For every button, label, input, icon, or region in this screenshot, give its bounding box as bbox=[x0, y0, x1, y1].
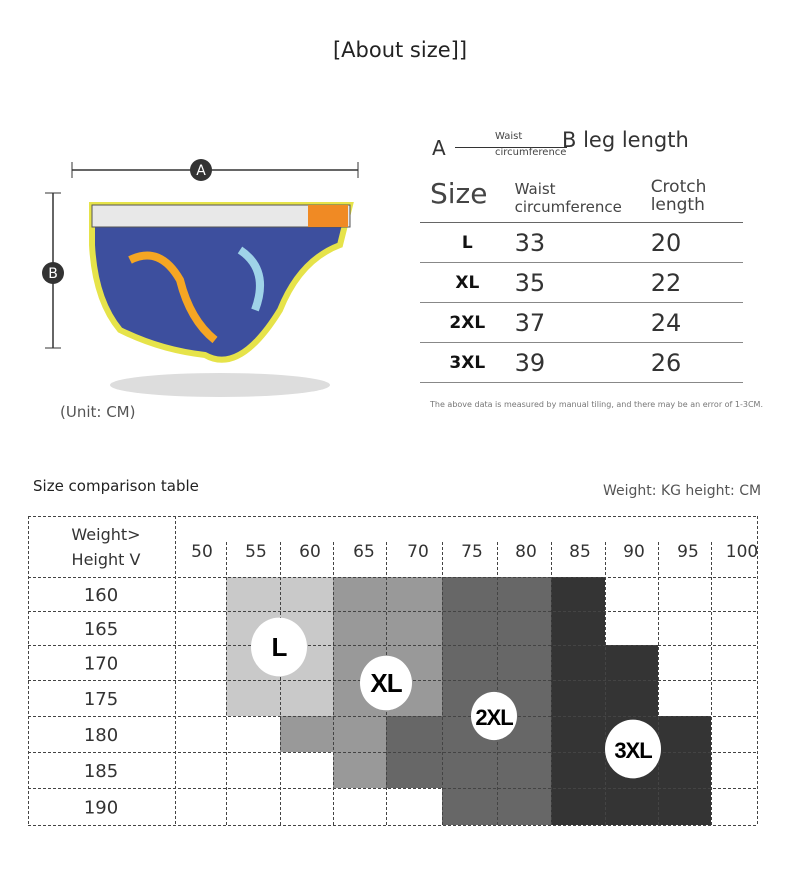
grid-cell-3XL bbox=[551, 577, 605, 611]
marker-a-label: A bbox=[196, 163, 206, 179]
size-cell-size: L bbox=[420, 223, 515, 263]
grid-cell-L bbox=[280, 680, 333, 716]
size-cell-crotch: 24 bbox=[651, 303, 743, 343]
height-label: 175 bbox=[83, 689, 119, 710]
grid-cell-L bbox=[226, 680, 280, 716]
grid-cell-XL bbox=[333, 752, 386, 788]
grid-cell-2XL bbox=[497, 645, 551, 680]
marker-b-label: B bbox=[48, 266, 58, 282]
size-cell-waist: 37 bbox=[515, 303, 651, 343]
size-cell-size: XL bbox=[420, 263, 515, 303]
size-cell-crotch: 20 bbox=[651, 223, 743, 263]
legend-a-desc: Waist bbox=[495, 131, 523, 142]
grid-cell-3XL bbox=[551, 788, 605, 825]
grid-cell-2XL bbox=[386, 716, 442, 752]
header-crotch: Crotch length bbox=[651, 165, 743, 223]
grid-cell-L bbox=[280, 577, 333, 611]
page-title: [About size]] bbox=[332, 38, 468, 62]
grid-cell-3XL bbox=[551, 752, 605, 788]
grid-cell-XL bbox=[333, 577, 386, 611]
size-cell-waist: 33 bbox=[515, 223, 651, 263]
weight-label: 100 bbox=[725, 542, 759, 562]
legend-b: B leg length bbox=[562, 128, 689, 152]
legend-a-desc: circumference bbox=[495, 147, 567, 158]
corner-label-height: Height V bbox=[71, 550, 141, 569]
comparison-title: Size comparison table bbox=[33, 477, 199, 495]
size-badge-label: XL bbox=[370, 668, 402, 698]
unit-label: (Unit: CM) bbox=[60, 403, 136, 421]
grid-cell-3XL bbox=[658, 716, 711, 752]
measurement-note: The above data is measured by manual tiling, and there may be an error of 1-3CM. bbox=[430, 400, 763, 409]
header-waist: Waist circumference bbox=[515, 165, 651, 223]
grid-cell-3XL bbox=[605, 680, 658, 716]
grid-cell-L bbox=[226, 577, 280, 611]
height-label: 190 bbox=[83, 797, 119, 819]
grid-cell-2XL bbox=[497, 752, 551, 788]
grid-cell-XL bbox=[386, 611, 442, 645]
grid-cell-XL bbox=[280, 716, 333, 752]
grid-cell-3XL bbox=[551, 716, 605, 752]
weight-label: 60 bbox=[299, 542, 321, 562]
corner-label-weight: Weight> bbox=[71, 525, 141, 544]
grid-cell-XL bbox=[333, 716, 386, 752]
height-label: 185 bbox=[83, 761, 119, 782]
weight-label: 80 bbox=[515, 542, 537, 562]
grid-cell-3XL bbox=[605, 788, 658, 825]
weight-label: 95 bbox=[677, 542, 699, 562]
grid-cell-3XL bbox=[605, 645, 658, 680]
grid-cell-2XL bbox=[497, 577, 551, 611]
size-table bbox=[420, 165, 743, 383]
size-comparison-grid bbox=[28, 516, 760, 828]
grid-cell-XL bbox=[386, 577, 442, 611]
grid-cell-2XL bbox=[442, 752, 497, 788]
grid-cell-2XL bbox=[442, 577, 497, 611]
grid-cell-3XL bbox=[658, 788, 711, 825]
size-row bbox=[420, 303, 743, 343]
weight-label: 85 bbox=[569, 542, 591, 562]
comparison-units: Weight: KG height: CM bbox=[603, 483, 762, 499]
weight-label: 65 bbox=[353, 542, 375, 562]
size-cell-waist: 35 bbox=[515, 263, 651, 303]
weight-label: 70 bbox=[407, 542, 429, 562]
size-cell-waist: 39 bbox=[515, 343, 651, 383]
grid-cell-2XL bbox=[386, 752, 442, 788]
height-label: 160 bbox=[83, 585, 119, 606]
grid-cell-2XL bbox=[442, 645, 497, 680]
height-label: 165 bbox=[83, 619, 119, 640]
grid-cell-2XL bbox=[497, 611, 551, 645]
weight-label: 50 bbox=[191, 542, 213, 562]
grid-cell-3XL bbox=[551, 611, 605, 645]
grid-cell-XL bbox=[333, 611, 386, 645]
product-diagram bbox=[40, 150, 360, 410]
height-label: 180 bbox=[83, 725, 119, 746]
size-row bbox=[420, 263, 743, 303]
grid-cell-2XL bbox=[442, 788, 497, 825]
grid-cell-3XL bbox=[658, 752, 711, 788]
grid-cell-2XL bbox=[497, 788, 551, 825]
weight-label: 55 bbox=[245, 542, 267, 562]
grid-cell-3XL bbox=[551, 645, 605, 680]
size-badge-label: 3XL bbox=[614, 738, 652, 763]
weight-label: 75 bbox=[461, 542, 483, 562]
header-size: Size bbox=[420, 165, 515, 223]
size-cell-size: 2XL bbox=[420, 303, 515, 343]
size-row bbox=[420, 223, 743, 263]
weight-label: 90 bbox=[623, 542, 645, 562]
grid-cell-3XL bbox=[551, 680, 605, 716]
grid-cell-2XL bbox=[442, 611, 497, 645]
size-badge-label: L bbox=[271, 632, 287, 662]
size-cell-crotch: 26 bbox=[651, 343, 743, 383]
size-row bbox=[420, 343, 743, 383]
size-cell-crotch: 22 bbox=[651, 263, 743, 303]
size-cell-size: 3XL bbox=[420, 343, 515, 383]
height-label: 170 bbox=[83, 653, 119, 675]
legend-a: A bbox=[432, 136, 446, 160]
size-badge-label: 2XL bbox=[475, 705, 513, 730]
